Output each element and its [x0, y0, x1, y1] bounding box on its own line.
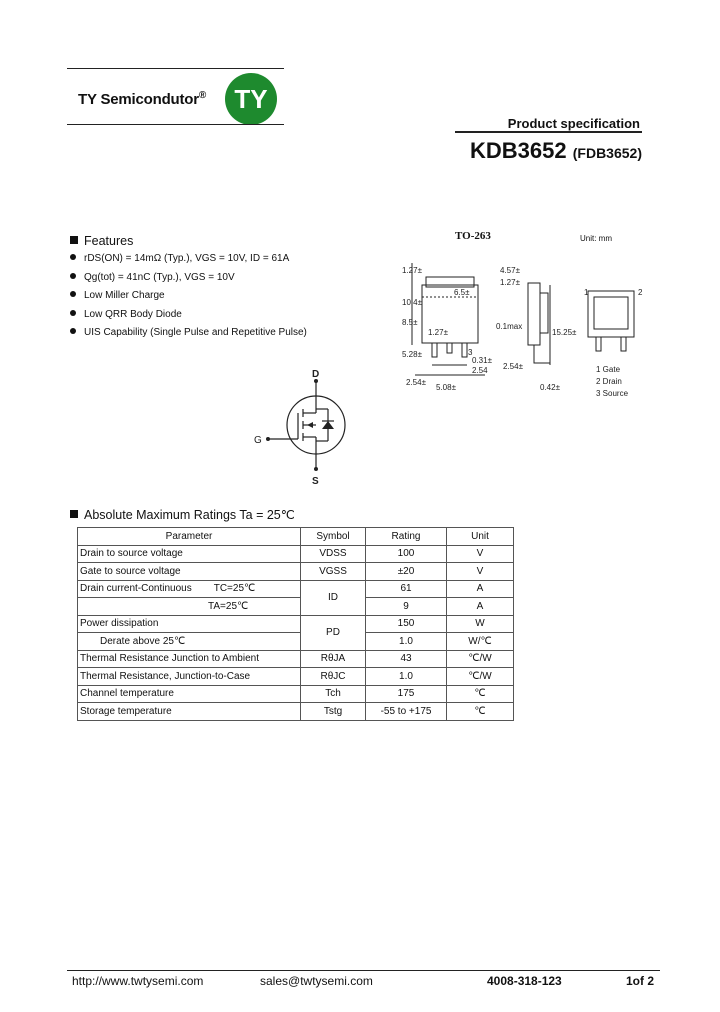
product-spec-label: Product specification: [507, 116, 640, 131]
footer-phone: 4008-318-123: [487, 974, 562, 988]
pin-label: 1 Gate: [596, 365, 621, 374]
feature-text: Low QRR Body Diode: [84, 308, 182, 320]
footer-url[interactable]: http://www.twtysemi.com: [72, 974, 204, 988]
ratings-title-text: Absolute Maximum Ratings Ta = 25℃: [84, 508, 295, 522]
symbol-cell: VGSS: [301, 563, 366, 581]
unit-cell: V: [447, 563, 514, 581]
brand-text: TY Semicondutor: [78, 91, 199, 108]
condition-text: TC=25℃: [213, 583, 256, 595]
lead-2: [447, 343, 452, 353]
rear-view-pad: [594, 297, 628, 329]
ratings-title: [70, 507, 295, 522]
feature-text: Low Miller Charge: [84, 290, 165, 301]
registered-mark: ®: [198, 90, 207, 101]
dim-label: 3: [468, 348, 473, 357]
features-title: [70, 234, 133, 248]
table-row: [78, 563, 514, 581]
dim-label: 2: [638, 288, 643, 297]
unit-cell: ℃: [447, 685, 514, 703]
rating-cell: -55 to +175: [366, 703, 447, 721]
dim-label: 0.42±: [540, 383, 560, 392]
param-cell: Gate to source voltage: [78, 563, 301, 581]
gate-terminal: [266, 437, 270, 441]
table-row: [78, 668, 514, 686]
param-cell: Drain to source voltage: [78, 545, 301, 563]
header-rule-bottom: [67, 124, 284, 125]
dim-label: 1.27±: [402, 266, 422, 275]
dim-label: 5.28±: [402, 350, 422, 359]
rating-cell: 150: [366, 615, 447, 633]
table-row: [78, 580, 514, 598]
param-text: Drain current-Continuous: [80, 583, 192, 595]
param-cell: [78, 598, 301, 616]
lead-1: [432, 343, 437, 357]
ty-logo: TY: [225, 73, 277, 125]
features-title-text: Features: [84, 234, 134, 248]
param-cell: [78, 633, 301, 651]
table-row: [78, 615, 514, 633]
feature-text: Qg(tot) = 41nC (Typ.), VGS = 10V: [84, 271, 235, 283]
gate-label: G: [254, 435, 262, 446]
param-cell: Thermal Resistance Junction to Ambient: [78, 650, 301, 668]
rating-cell: ±20: [366, 563, 447, 581]
diode-icon: [322, 421, 334, 429]
footer-rule: [67, 970, 660, 971]
dim-label: 1: [584, 288, 589, 297]
unit-cell: A: [447, 580, 514, 598]
table-row: [78, 633, 514, 651]
dim-label: 5.08±: [436, 383, 456, 392]
param-text: Derate above 25℃: [100, 635, 186, 647]
list-item: [70, 327, 307, 346]
symbol-cell: PD: [301, 615, 366, 650]
unit-cell: ℃/W: [447, 668, 514, 686]
unit-cell: A: [447, 598, 514, 616]
symbol-cell: ID: [301, 580, 366, 615]
dim-label: 0.1max: [496, 322, 523, 331]
rear-lead-1: [596, 337, 601, 351]
column-header: Rating: [366, 528, 447, 546]
rating-cell: 1.0: [366, 668, 447, 686]
column-header: Symbol: [301, 528, 366, 546]
rating-cell: 1.0: [366, 633, 447, 651]
symbol-cell: VDSS: [301, 545, 366, 563]
dim-label: 4.57±: [500, 266, 520, 275]
param-cell: Storage temperature: [78, 703, 301, 721]
dim-label: 6.5±: [454, 288, 470, 297]
table-row: [78, 650, 514, 668]
package-drawing: [400, 245, 650, 405]
column-header: Parameter: [78, 528, 301, 546]
ratings-table: [77, 527, 514, 721]
unit-cell: W/℃: [447, 633, 514, 651]
footer-email[interactable]: sales@twtysemi.com: [260, 974, 373, 988]
rating-cell: 175: [366, 685, 447, 703]
rear-view-body: [588, 291, 634, 337]
symbol-cell: RθJC: [301, 668, 366, 686]
rating-cell: 43: [366, 650, 447, 668]
symbol-cell: Tch: [301, 685, 366, 703]
dim-label: 15.25±: [552, 328, 577, 337]
table-row: [78, 703, 514, 721]
alt-part-number: (FDB3652): [572, 145, 642, 161]
source-terminal: [314, 467, 318, 471]
list-item: [70, 290, 307, 309]
rear-lead-3: [621, 337, 626, 351]
param-cell: [78, 580, 301, 598]
table-row: [78, 545, 514, 563]
dim-label: 2.54±: [406, 378, 426, 387]
dim-label: 0.31±: [472, 356, 492, 365]
unit-cell: W: [447, 615, 514, 633]
brand-name: [78, 90, 206, 108]
param-cell: Power dissipation: [78, 615, 301, 633]
unit-label: Unit: mm: [580, 234, 612, 243]
side-view-lead: [534, 345, 550, 363]
drain-label: D: [312, 369, 320, 380]
feature-list: [70, 253, 307, 346]
dim-label: 8.5±: [402, 318, 418, 327]
feature-text: UIS Capability (Single Pulse and Repetitive Pulse): [84, 327, 307, 338]
param-cell: Channel temperature: [78, 685, 301, 703]
pin-label: 3 Source: [596, 389, 629, 398]
bullet-icon: [70, 291, 76, 297]
page-number: 1of 2: [626, 974, 655, 988]
side-view-tab: [540, 293, 548, 333]
symbol-cell: RθJA: [301, 650, 366, 668]
dim-label: 2.54: [472, 366, 488, 375]
symbol-cell: Tstg: [301, 703, 366, 721]
arrow-icon: [307, 422, 313, 428]
square-bullet-icon: [70, 510, 78, 518]
bullet-icon: [70, 254, 76, 260]
dim-label: 2.54±: [503, 362, 523, 371]
lead-3: [462, 343, 467, 357]
part-number: [470, 138, 642, 164]
rating-cell: 9: [366, 598, 447, 616]
feature-text: rDS(ON) = 14mΩ (Typ.), VGS = 10V, ID = 61A: [84, 253, 290, 264]
condition-text: TA=25℃: [208, 600, 249, 612]
table-header-row: [78, 528, 514, 546]
source-label: S: [312, 476, 319, 487]
unit-cell: ℃/W: [447, 650, 514, 668]
part-number-text: KDB3652: [470, 138, 567, 163]
table-row: [78, 598, 514, 616]
bullet-icon: [70, 328, 76, 334]
square-bullet-icon: [70, 236, 78, 244]
dim-label: 1.27±: [428, 328, 448, 337]
side-view-body: [528, 283, 540, 345]
unit-cell: V: [447, 545, 514, 563]
list-item: [70, 253, 307, 272]
table-row: [78, 685, 514, 703]
mosfet-schematic: [250, 365, 360, 490]
rating-cell: 100: [366, 545, 447, 563]
header-rule-top: [67, 68, 284, 69]
column-header: Unit: [447, 528, 514, 546]
dim-label: 1.27±: [500, 278, 520, 287]
list-item: [70, 272, 307, 291]
rating-cell: 61: [366, 580, 447, 598]
list-item: [70, 309, 307, 328]
bullet-icon: [70, 310, 76, 316]
bullet-icon: [70, 273, 76, 279]
pin-label: 2 Drain: [596, 377, 622, 386]
spec-rule: [455, 131, 642, 133]
unit-cell: ℃: [447, 703, 514, 721]
dim-label: 10.4±: [402, 298, 422, 307]
package-name: TO-263: [455, 230, 491, 242]
param-cell: Thermal Resistance, Junction-to-Case: [78, 668, 301, 686]
